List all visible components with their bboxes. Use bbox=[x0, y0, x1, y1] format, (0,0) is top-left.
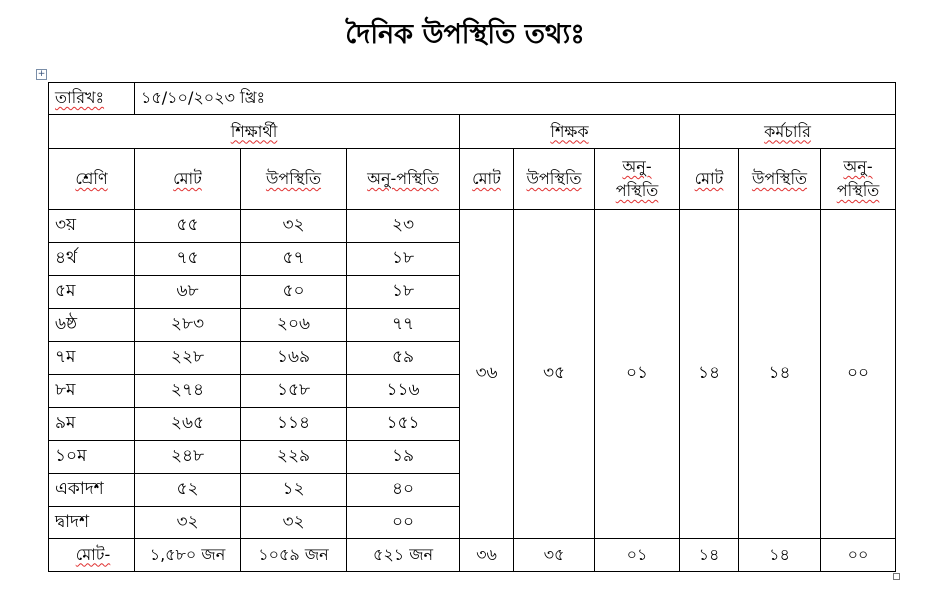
student-total-cell: ৫৫ bbox=[135, 210, 241, 243]
class-cell: ৬ষ্ঠ bbox=[49, 309, 135, 342]
student-absent-cell: ১৮ bbox=[347, 243, 460, 276]
col-header-student-total: মোট bbox=[135, 149, 241, 210]
class-cell: ৩য় bbox=[49, 210, 135, 243]
date-label: তারিখঃ bbox=[49, 83, 135, 115]
student-total-cell: ২৪৮ bbox=[135, 441, 241, 474]
teacher-absent-cell: ০১ bbox=[595, 210, 680, 539]
teacher-present-cell: ৩৫ bbox=[514, 210, 595, 539]
col-header-student-absent: অনু-পস্থিতি bbox=[347, 149, 460, 210]
col-header-student-present: উপস্থিতি bbox=[241, 149, 347, 210]
class-cell: ৯ম bbox=[49, 408, 135, 441]
totals-teacher-total: ৩৬ bbox=[460, 539, 514, 572]
class-cell: ১০ম bbox=[49, 441, 135, 474]
document-title: দৈনিক উপস্থিতি তথ্যঃ bbox=[345, 19, 585, 50]
totals-student-present: ১০৫৯ জন bbox=[241, 539, 347, 572]
student-present-cell: ১১৪ bbox=[241, 408, 347, 441]
student-total-cell: ২৮৩ bbox=[135, 309, 241, 342]
col-header-staff-absent: অনু- পস্থিতি bbox=[821, 149, 896, 210]
teacher-total-cell: ৩৬ bbox=[460, 210, 514, 539]
totals-teacher-absent: ০১ bbox=[595, 539, 680, 572]
totals-staff-total: ১৪ bbox=[680, 539, 739, 572]
student-total-cell: ২২৮ bbox=[135, 342, 241, 375]
student-absent-cell: ৪০ bbox=[347, 474, 460, 507]
totals-staff-present: ১৪ bbox=[739, 539, 821, 572]
student-absent-cell: ৭৭ bbox=[347, 309, 460, 342]
student-total-cell: ৬৮ bbox=[135, 276, 241, 309]
totals-teacher-present: ৩৫ bbox=[514, 539, 595, 572]
student-absent-cell: ১৮ bbox=[347, 276, 460, 309]
totals-student-absent: ৫২১ জন bbox=[347, 539, 460, 572]
student-present-cell: ৩২ bbox=[241, 210, 347, 243]
student-absent-cell: ২৩ bbox=[347, 210, 460, 243]
class-cell: একাদশ bbox=[49, 474, 135, 507]
col-header-teacher-present: উপস্থিতি bbox=[514, 149, 595, 210]
totals-student-total: ১,৫৮০ জন bbox=[135, 539, 241, 572]
staff-total-cell: ১৪ bbox=[680, 210, 739, 539]
staff-absent-cell: ০০ bbox=[821, 210, 896, 539]
col-header-class: শ্রেণি bbox=[49, 149, 135, 210]
student-present-cell: ৩২ bbox=[241, 507, 347, 539]
student-present-cell: ২০৬ bbox=[241, 309, 347, 342]
col-header-staff-total: মোট bbox=[680, 149, 739, 210]
student-present-cell: ৫৭ bbox=[241, 243, 347, 276]
col-header-staff-present: উপস্থিতি bbox=[739, 149, 821, 210]
table-move-handle-icon[interactable]: + bbox=[37, 69, 46, 79]
group-header-teacher: শিক্ষক bbox=[460, 115, 680, 149]
student-present-cell: ১৬৯ bbox=[241, 342, 347, 375]
student-present-cell: ৫০ bbox=[241, 276, 347, 309]
date-value[interactable]: ১৫/১০/২০২৩ খ্রিঃ bbox=[135, 83, 896, 115]
student-total-cell: ৫২ bbox=[135, 474, 241, 507]
table-resize-handle-icon[interactable] bbox=[893, 573, 900, 580]
student-absent-cell: ১৫১ bbox=[347, 408, 460, 441]
student-present-cell: ২২৯ bbox=[241, 441, 347, 474]
class-cell: দ্বাদশ bbox=[49, 507, 135, 539]
student-absent-cell: ১৯ bbox=[347, 441, 460, 474]
student-present-cell: ১২ bbox=[241, 474, 347, 507]
col-header-teacher-total: মোট bbox=[460, 149, 514, 210]
student-absent-cell: ০০ bbox=[347, 507, 460, 539]
student-total-cell: ২৭৪ bbox=[135, 375, 241, 408]
group-header-staff: কর্মচারি bbox=[680, 115, 896, 149]
class-cell: ৭ম bbox=[49, 342, 135, 375]
table-row bbox=[49, 210, 896, 243]
staff-present-cell: ১৪ bbox=[739, 210, 821, 539]
col-header-teacher-absent: অনু- পস্থিতি bbox=[595, 149, 680, 210]
student-absent-cell: ৫৯ bbox=[347, 342, 460, 375]
student-present-cell: ১৫৮ bbox=[241, 375, 347, 408]
student-total-cell: ২৬৫ bbox=[135, 408, 241, 441]
student-total-cell: ৭৫ bbox=[135, 243, 241, 276]
group-header-student: শিক্ষার্থী bbox=[49, 115, 460, 149]
totals-label: মোট- bbox=[49, 539, 135, 572]
student-total-cell: ৩২ bbox=[135, 507, 241, 539]
attendance-table bbox=[48, 82, 896, 572]
student-absent-cell: ১১৬ bbox=[347, 375, 460, 408]
totals-row bbox=[49, 539, 896, 572]
class-cell: ৮ম bbox=[49, 375, 135, 408]
class-cell: ৫ম bbox=[49, 276, 135, 309]
class-cell: ৪র্থ bbox=[49, 243, 135, 276]
totals-staff-absent: ০০ bbox=[821, 539, 896, 572]
